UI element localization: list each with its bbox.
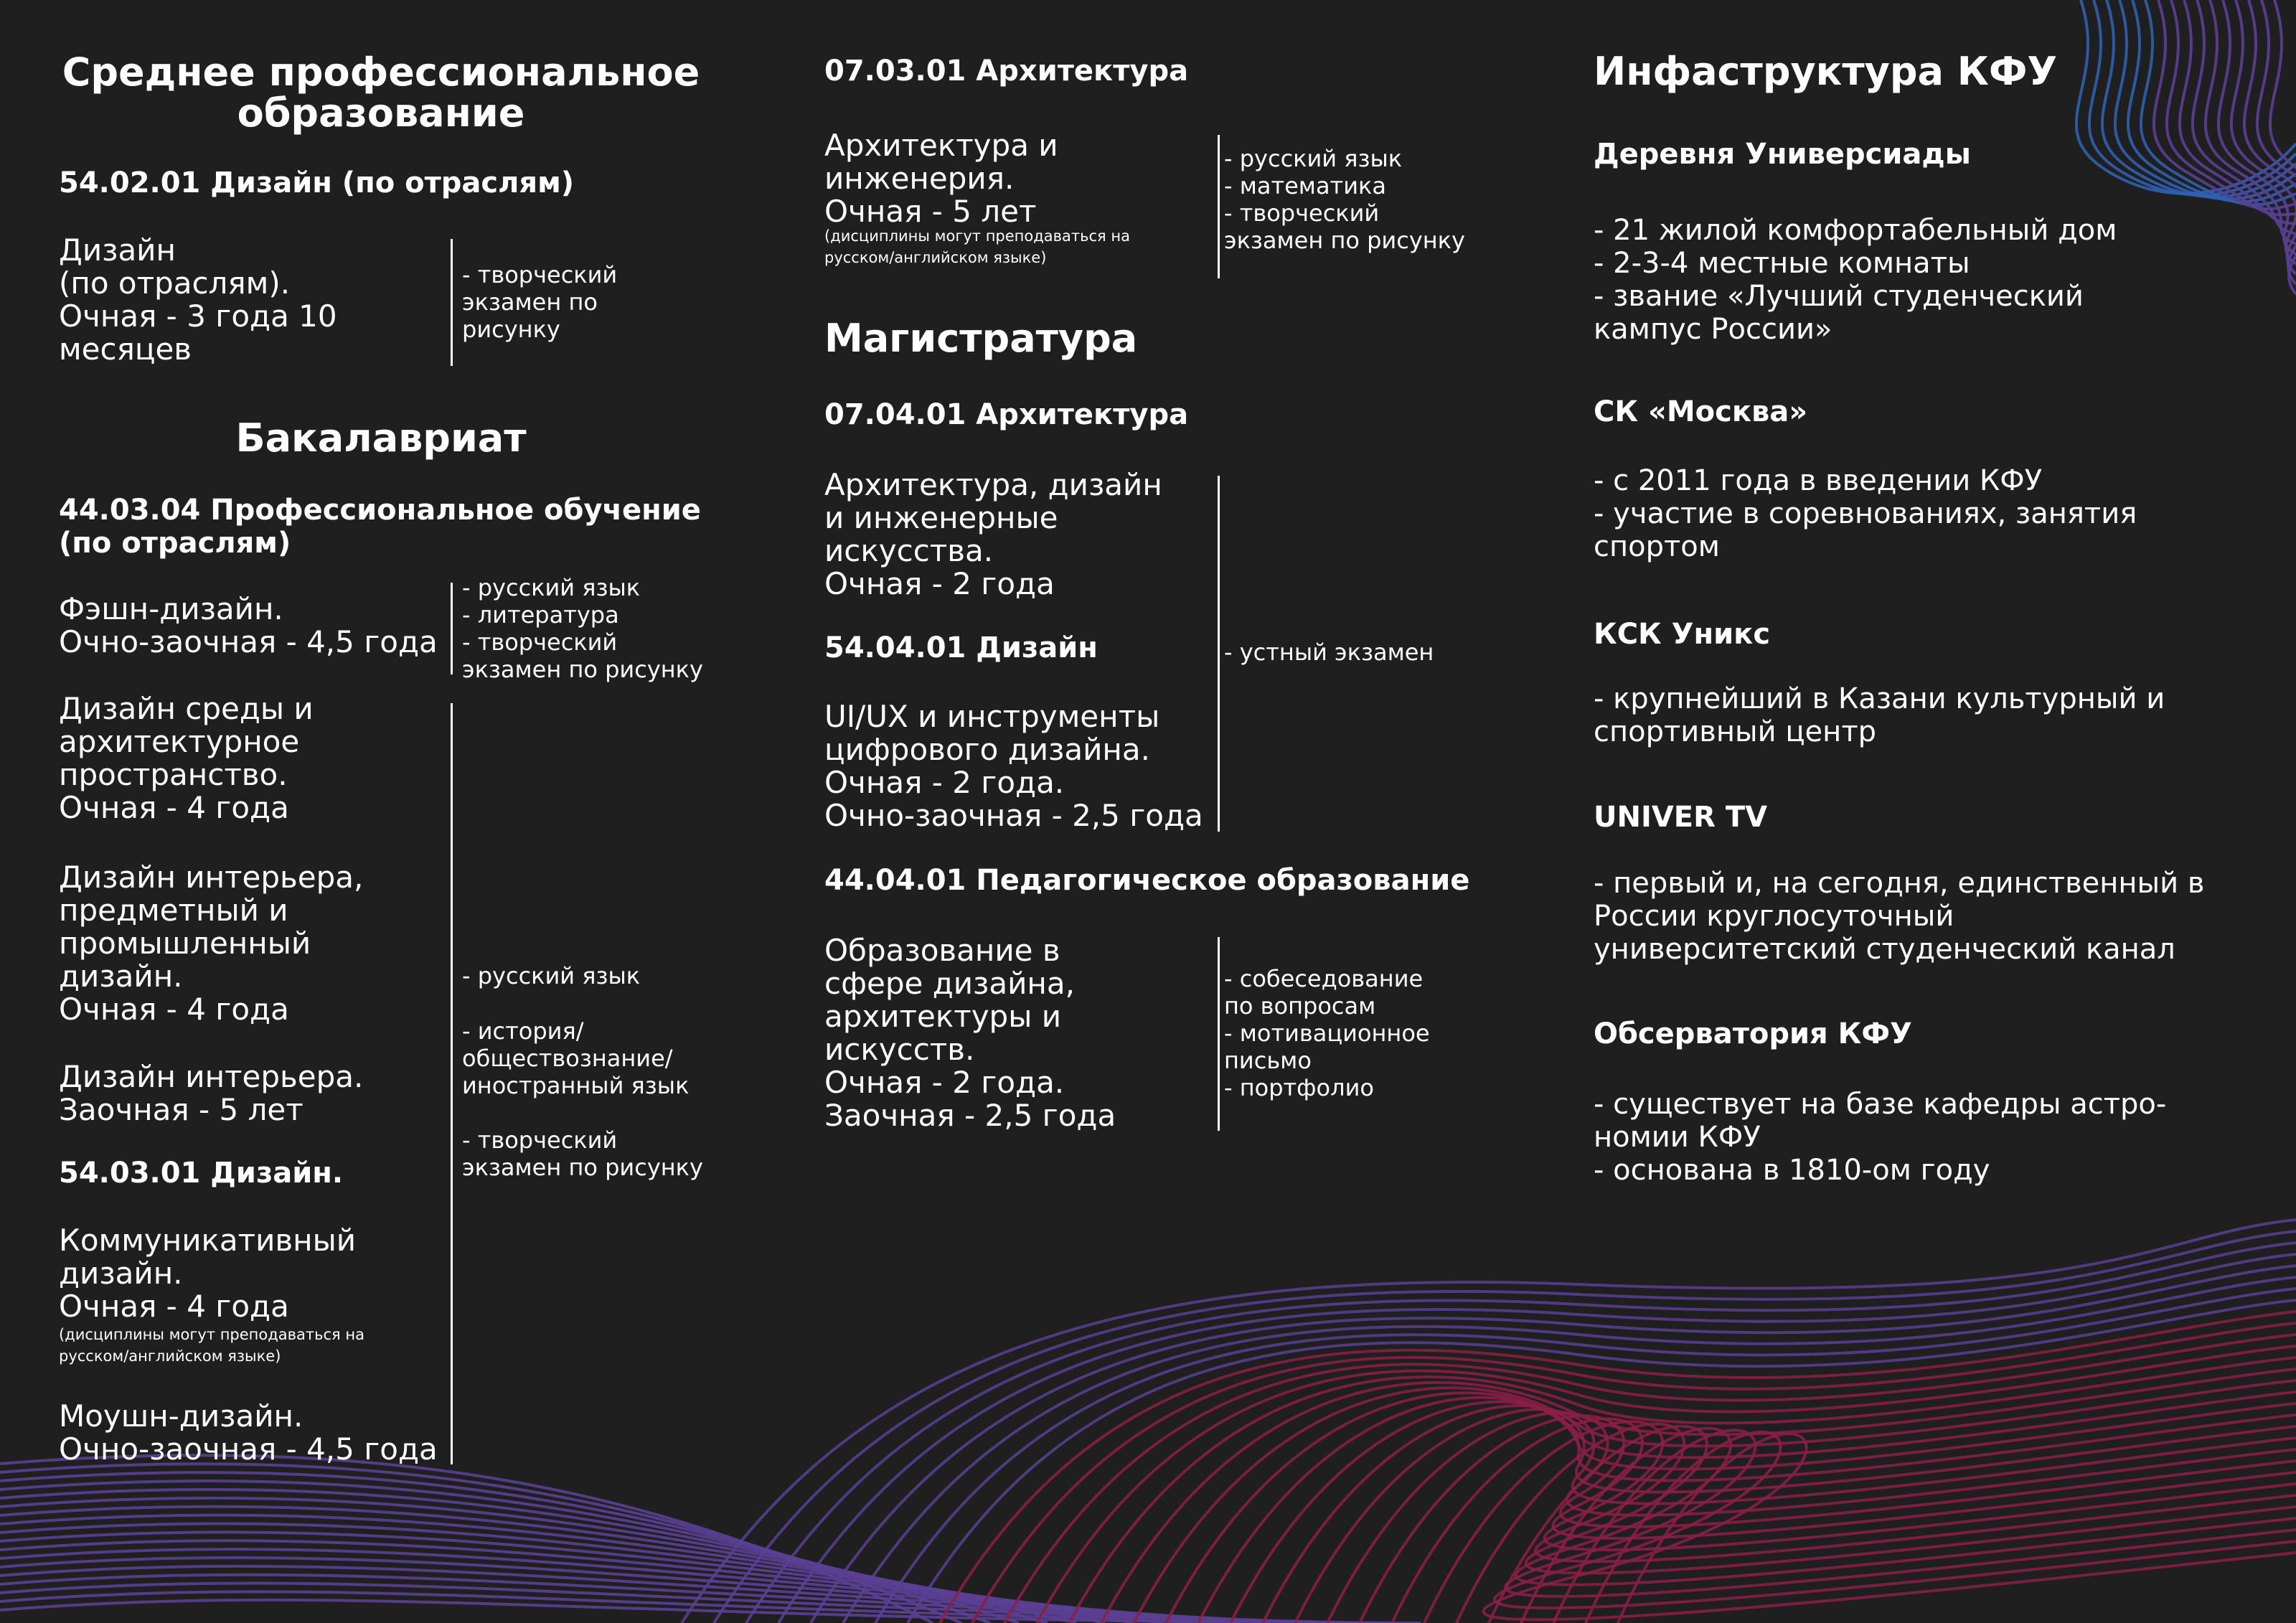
language-note: (дисциплины могут преподаваться на русском/английском языке): [59, 1326, 364, 1365]
fashion-exams: - русский язык - литература - творческий экзамен по рисунку: [462, 574, 703, 683]
exam-history: - история/ обществознание/ иностранный язык: [462, 1017, 690, 1099]
pedagogy-exams: - собеседование по вопросам - мотивационное письмо - портфолио: [1224, 965, 1430, 1101]
infra-heading: Обсерватория КФУ: [1594, 1017, 1912, 1050]
infra-heading: Деревня Универсиады: [1594, 138, 1971, 171]
program-environment: Дизайн среды и архитектурное пространство. Очная - 4 года: [59, 691, 314, 825]
infra-text: - 21 жилой комфортабельный дом - 2-3-4 местные комнаты - звание «Лучший студенческий кампус России»: [1594, 214, 2117, 346]
divider: [451, 583, 453, 674]
wave-line: [843, 1277, 2296, 1623]
bachelor-code-44-03-04: 44.03.04 Профессиональное обучение (по отраслям): [59, 494, 701, 560]
infra-text: - существует на базе кафедры астро- номии КФУ - основана в 1810-ом году: [1594, 1088, 2167, 1187]
program-fashion: Фэшн-дизайн. Очно-заочная - 4,5 года: [59, 591, 438, 659]
arch-exams: - русский язык - математика - творческий экзамен по рисунку: [1224, 145, 1465, 254]
infra-heading: UNIVER TV: [1594, 801, 1768, 834]
master-design-program: UI/UX и инструменты цифрового дизайна. Очная - 2 года. Очно-заочная - 2,5 года: [824, 699, 1203, 833]
program-motion: Моушн-дизайн. Очно-заочная - 4,5 года: [59, 1398, 438, 1467]
exam-russian: - русский язык: [462, 962, 641, 989]
infra-heading: КСК Уникс: [1594, 618, 1771, 651]
infra-heading: СК «Москва»: [1594, 395, 1808, 428]
pedagogy-code: 44.04.01 Педагогическое образование: [824, 864, 1470, 897]
infra-text: - первый и, на сегодня, единственный в России круглосуточный университетский студенческий канал: [1594, 867, 2205, 966]
pedagogy-program: Образование в сфере дизайна, архитектуры и искусств. Очная - 2 года. Заочная - 2,5 года: [824, 933, 1116, 1133]
spo-exams: - творческий экзамен по рисунку: [462, 261, 618, 343]
arch-code: 07.03.01 Архитектура: [824, 55, 1189, 88]
master-arch-code: 07.04.01 Архитектура: [824, 398, 1189, 431]
language-note: (дисциплины могут преподаваться на русском/английском языке): [824, 227, 1130, 266]
spo-title: Среднее профессиональное образование: [62, 50, 700, 136]
master-design-code: 54.04.01 Дизайн: [824, 631, 1098, 664]
divider: [451, 239, 453, 366]
program-interior: Дизайн интерьера, предметный и промышленный дизайн. Очная - 4 года: [59, 860, 364, 1027]
divider: [1218, 476, 1220, 832]
bachelor-title: Бакалавриат: [235, 415, 527, 461]
master-title: Магистратура: [824, 316, 1138, 361]
divider: [1218, 135, 1220, 278]
program-communication: Коммуникативный дизайн. Очная - 4 года: [59, 1223, 357, 1324]
infrastructure-title: Инфаструктура КФУ: [1594, 49, 2058, 94]
divider: [1218, 937, 1220, 1131]
spo-code: 54.02.01 Дизайн (по отраслям): [59, 166, 575, 199]
divider: [451, 703, 453, 1464]
infra-text: - крупнейший в Казани культурный и спортивный центр: [1594, 682, 2165, 748]
bachelor-code-54-03-01: 54.03.01 Дизайн.: [59, 1157, 344, 1190]
exam-drawing: - творческий экзамен по рисунку: [462, 1126, 703, 1181]
infra-text: - с 2011 года в введении КФУ - участие в соревнованиях, занятия спортом: [1594, 464, 2137, 563]
oral-exam: - устный экзамен: [1224, 639, 1434, 666]
spo-program: Дизайн (по отраслям). Очная - 3 года 10 месяцев: [59, 232, 337, 367]
master-arch-program: Архитектура, дизайн и инженерные искусства. Очная - 2 года: [824, 467, 1162, 601]
arch-program: Архитектура и инженерия. Очная - 5 лет: [824, 128, 1058, 229]
program-interior-extramural: Дизайн интерьера. Заочная - 5 лет: [59, 1059, 364, 1127]
